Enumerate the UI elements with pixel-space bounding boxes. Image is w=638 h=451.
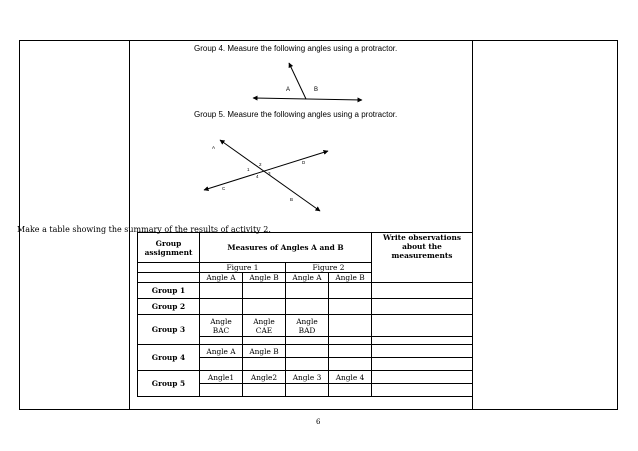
group-label: Group 2 <box>138 299 200 315</box>
angle-label-cell: Angle BAD <box>286 315 329 337</box>
instruction-text: Make a table showing the summary of the results of activity 2. <box>17 225 271 234</box>
fig5-line-cd <box>204 151 328 190</box>
angle-label-cell: Angle 4 <box>329 371 372 384</box>
fig5-angle-2: 2 <box>259 162 262 167</box>
group-label: Group 1 <box>138 283 200 299</box>
angle-label-cell: Angle 3 <box>286 371 329 384</box>
summary-table <box>137 232 473 397</box>
group-label: Group 4 <box>138 345 200 371</box>
fig5-angle-3: 3 <box>268 171 271 176</box>
subheader-angle: Angle B <box>243 273 286 283</box>
subheader-angle: Angle A <box>200 273 243 283</box>
group-label: Group 3 <box>138 315 200 345</box>
angle-label-cell: Angle CAE <box>243 315 286 337</box>
angle-label-cell: Angle2 <box>243 371 286 384</box>
header-measures: Measures of Angles A and B <box>200 233 372 263</box>
group-label: Group 5 <box>138 371 200 397</box>
fig5-angle-4: 4 <box>256 174 259 179</box>
group5-heading: Group 5. Measure the following angles using a protractor. <box>194 110 398 119</box>
angle-label-cell: Angle1 <box>200 371 243 384</box>
table-cell <box>138 263 200 273</box>
table-row <box>138 299 473 315</box>
header-group-assignment: Group assignment <box>138 233 200 263</box>
subheader-angle: Angle A <box>286 273 329 283</box>
table-cell <box>138 273 200 283</box>
fig5-label-b: B <box>290 197 294 202</box>
fig5-label-c: C <box>222 186 226 191</box>
group4-heading: Group 4. Measure the following angles using a protractor. <box>194 44 398 53</box>
table-row <box>138 345 473 358</box>
header-observations: Write observations about the measurements <box>372 233 473 283</box>
fig4-label-b: B <box>314 87 319 93</box>
table-row <box>138 315 473 337</box>
fig5-label-a: A <box>212 145 216 150</box>
angle-label-cell: Angle BAC <box>200 315 243 337</box>
angle-label-cell: Angle A <box>200 345 243 358</box>
fig4-label-a: A <box>286 87 291 93</box>
table-row <box>138 371 473 384</box>
header-figure1: Figure 1 <box>200 263 286 273</box>
fig5-label-d: D <box>302 160 306 165</box>
fig5-angle-1: 1 <box>247 167 250 172</box>
page-number: 6 <box>316 418 321 426</box>
header-figure2: Figure 2 <box>286 263 372 273</box>
subheader-angle: Angle B <box>329 273 372 283</box>
table-row <box>138 283 473 299</box>
angle-label-cell: Angle B <box>243 345 286 358</box>
